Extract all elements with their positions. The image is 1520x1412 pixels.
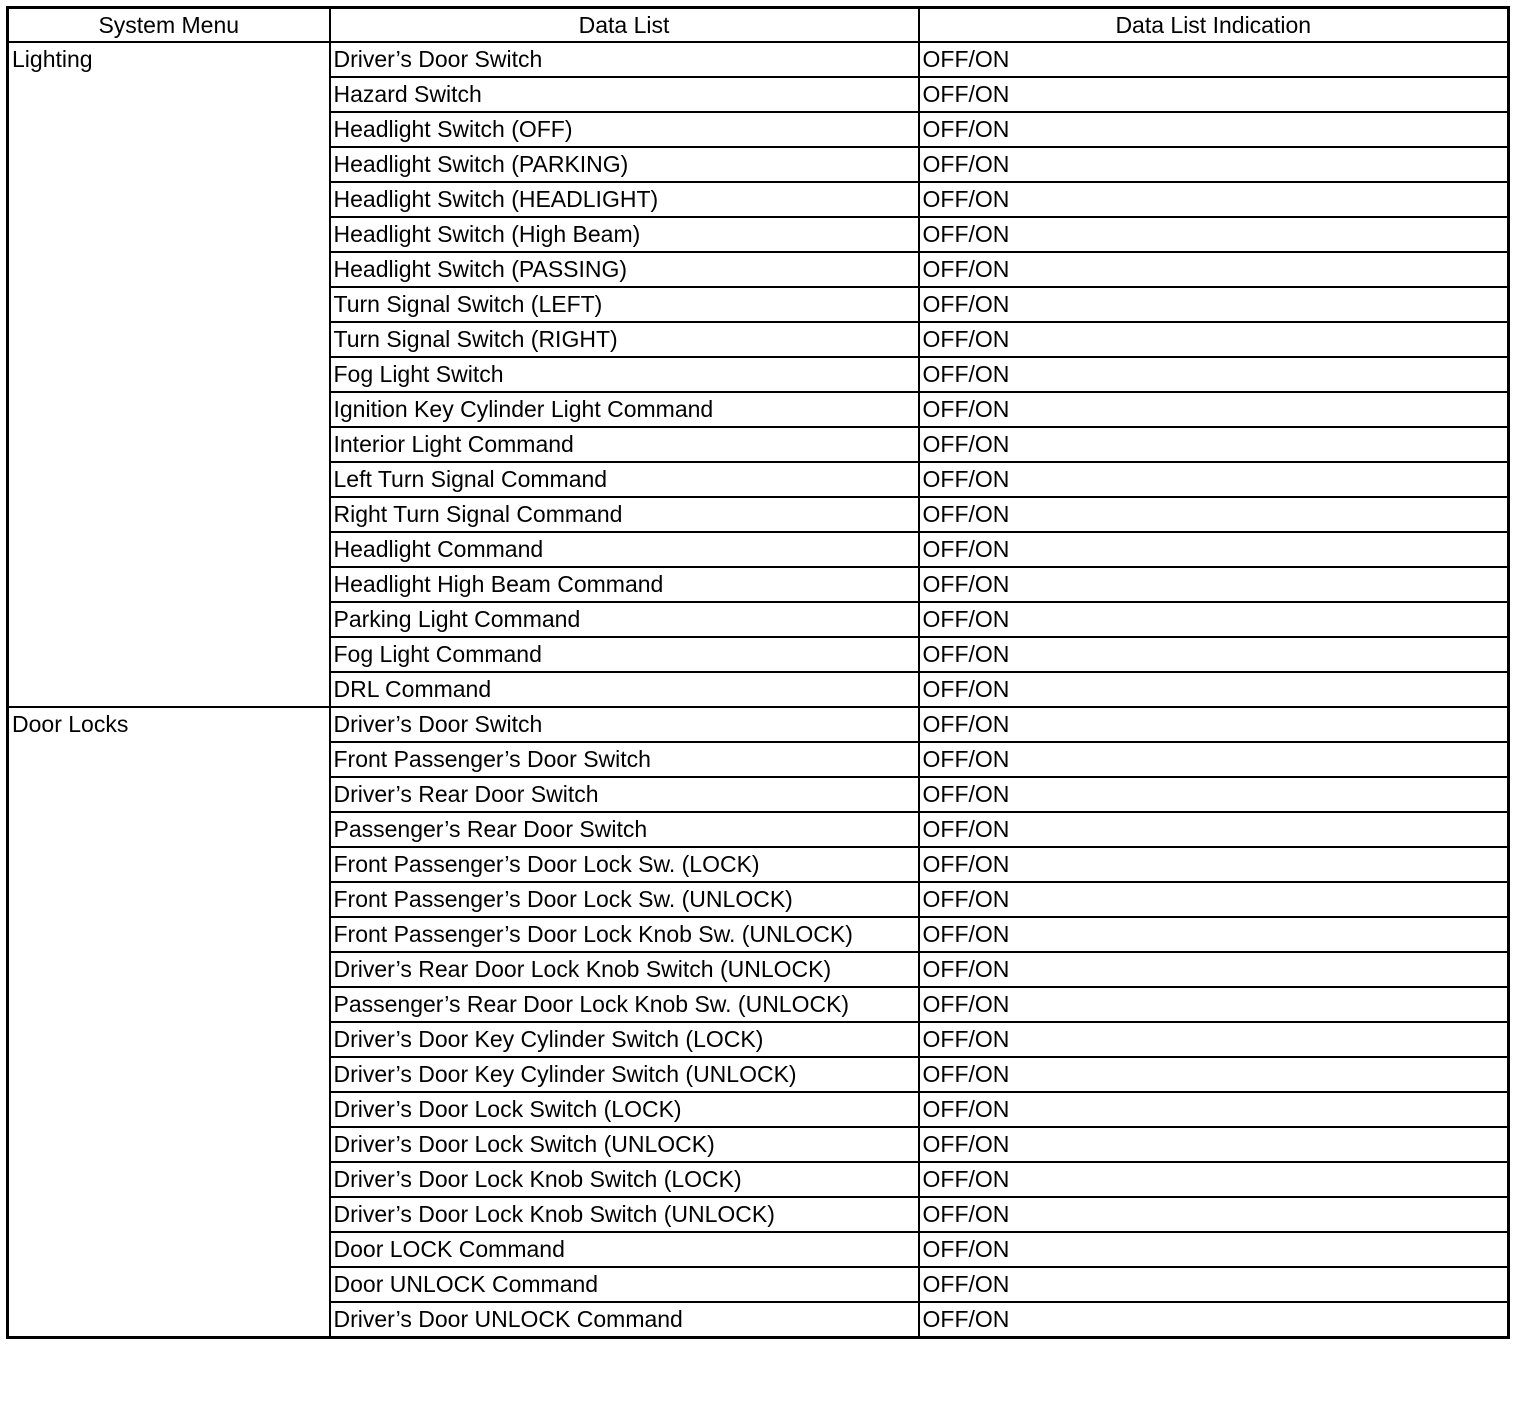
indication-cell: OFF/ON [919,322,1509,357]
indication-cell: OFF/ON [919,497,1509,532]
indication-cell: OFF/ON [919,917,1509,952]
data-list-cell: Hazard Switch [330,77,919,112]
data-list-table [6,6,1510,1339]
data-list-cell: Ignition Key Cylinder Light Command [330,392,919,427]
data-list-cell: Parking Light Command [330,602,919,637]
indication-cell: OFF/ON [919,112,1509,147]
indication-cell: OFF/ON [919,777,1509,812]
indication-cell: OFF/ON [919,707,1509,742]
data-list-cell: Left Turn Signal Command [330,462,919,497]
data-list-cell: Driver’s Door Key Cylinder Switch (UNLOCK) [330,1057,919,1092]
data-list-cell: Driver’s Rear Door Lock Knob Switch (UNLOCK) [330,952,919,987]
indication-cell: OFF/ON [919,1022,1509,1057]
data-list-cell: Driver’s Door Lock Switch (LOCK) [330,1092,919,1127]
indication-cell: OFF/ON [919,1197,1509,1232]
indication-cell: OFF/ON [919,1092,1509,1127]
indication-cell: OFF/ON [919,392,1509,427]
data-list-cell: Driver’s Door Lock Switch (UNLOCK) [330,1127,919,1162]
table-header [8,8,1509,43]
data-list-cell: Fog Light Switch [330,357,919,392]
indication-cell: OFF/ON [919,182,1509,217]
data-list-cell: Interior Light Command [330,427,919,462]
indication-cell: OFF/ON [919,1057,1509,1092]
data-list-cell: Driver’s Door Switch [330,707,919,742]
table-row [8,707,1509,742]
indication-cell: OFF/ON [919,672,1509,707]
indication-cell: OFF/ON [919,1162,1509,1197]
indication-cell: OFF/ON [919,742,1509,777]
system-menu-cell: Door Locks [8,707,330,1338]
data-list-cell: Front Passenger’s Door Lock Sw. (LOCK) [330,847,919,882]
indication-cell: OFF/ON [919,217,1509,252]
indication-cell: OFF/ON [919,287,1509,322]
data-list-cell: Passenger’s Rear Door Switch [330,812,919,847]
data-list-cell: Turn Signal Switch (LEFT) [330,287,919,322]
system-menu-cell: Lighting [8,42,330,707]
data-list-cell: Driver’s Rear Door Switch [330,777,919,812]
indication-cell: OFF/ON [919,987,1509,1022]
indication-cell: OFF/ON [919,77,1509,112]
header-system-menu: System Menu [8,8,330,43]
indication-cell: OFF/ON [919,882,1509,917]
data-list-cell: Headlight High Beam Command [330,567,919,602]
data-list-cell: DRL Command [330,672,919,707]
data-list-cell: Headlight Switch (High Beam) [330,217,919,252]
header-data-list: Data List [330,8,919,43]
indication-cell: OFF/ON [919,462,1509,497]
data-list-cell: Door LOCK Command [330,1232,919,1267]
data-list-cell: Headlight Switch (HEADLIGHT) [330,182,919,217]
indication-cell: OFF/ON [919,567,1509,602]
data-list-cell: Right Turn Signal Command [330,497,919,532]
data-list-cell: Front Passenger’s Door Lock Knob Sw. (UNLOCK) [330,917,919,952]
data-list-cell: Headlight Switch (OFF) [330,112,919,147]
indication-cell: OFF/ON [919,42,1509,77]
indication-cell: OFF/ON [919,1302,1509,1338]
indication-cell: OFF/ON [919,1267,1509,1302]
data-list-cell: Driver’s Door Lock Knob Switch (LOCK) [330,1162,919,1197]
data-list-cell: Fog Light Command [330,637,919,672]
table-body [8,42,1509,1338]
data-list-cell: Headlight Command [330,532,919,567]
indication-cell: OFF/ON [919,952,1509,987]
indication-cell: OFF/ON [919,602,1509,637]
indication-cell: OFF/ON [919,847,1509,882]
data-list-cell: Door UNLOCK Command [330,1267,919,1302]
indication-cell: OFF/ON [919,1232,1509,1267]
indication-cell: OFF/ON [919,147,1509,182]
indication-cell: OFF/ON [919,357,1509,392]
header-data-list-indication: Data List Indication [919,8,1509,43]
indication-cell: OFF/ON [919,532,1509,567]
data-list-cell: Headlight Switch (PASSING) [330,252,919,287]
indication-cell: OFF/ON [919,1127,1509,1162]
data-list-cell: Driver’s Door Key Cylinder Switch (LOCK) [330,1022,919,1057]
indication-cell: OFF/ON [919,252,1509,287]
data-list-cell: Driver’s Door Switch [330,42,919,77]
data-list-cell: Turn Signal Switch (RIGHT) [330,322,919,357]
data-list-cell: Front Passenger’s Door Switch [330,742,919,777]
data-list-cell: Passenger’s Rear Door Lock Knob Sw. (UNLOCK) [330,987,919,1022]
header-row [8,8,1509,43]
data-list-cell: Driver’s Door UNLOCK Command [330,1302,919,1338]
data-list-cell: Headlight Switch (PARKING) [330,147,919,182]
indication-cell: OFF/ON [919,427,1509,462]
data-list-cell: Front Passenger’s Door Lock Sw. (UNLOCK) [330,882,919,917]
data-list-cell: Driver’s Door Lock Knob Switch (UNLOCK) [330,1197,919,1232]
indication-cell: OFF/ON [919,812,1509,847]
indication-cell: OFF/ON [919,637,1509,672]
table-row [8,42,1509,77]
